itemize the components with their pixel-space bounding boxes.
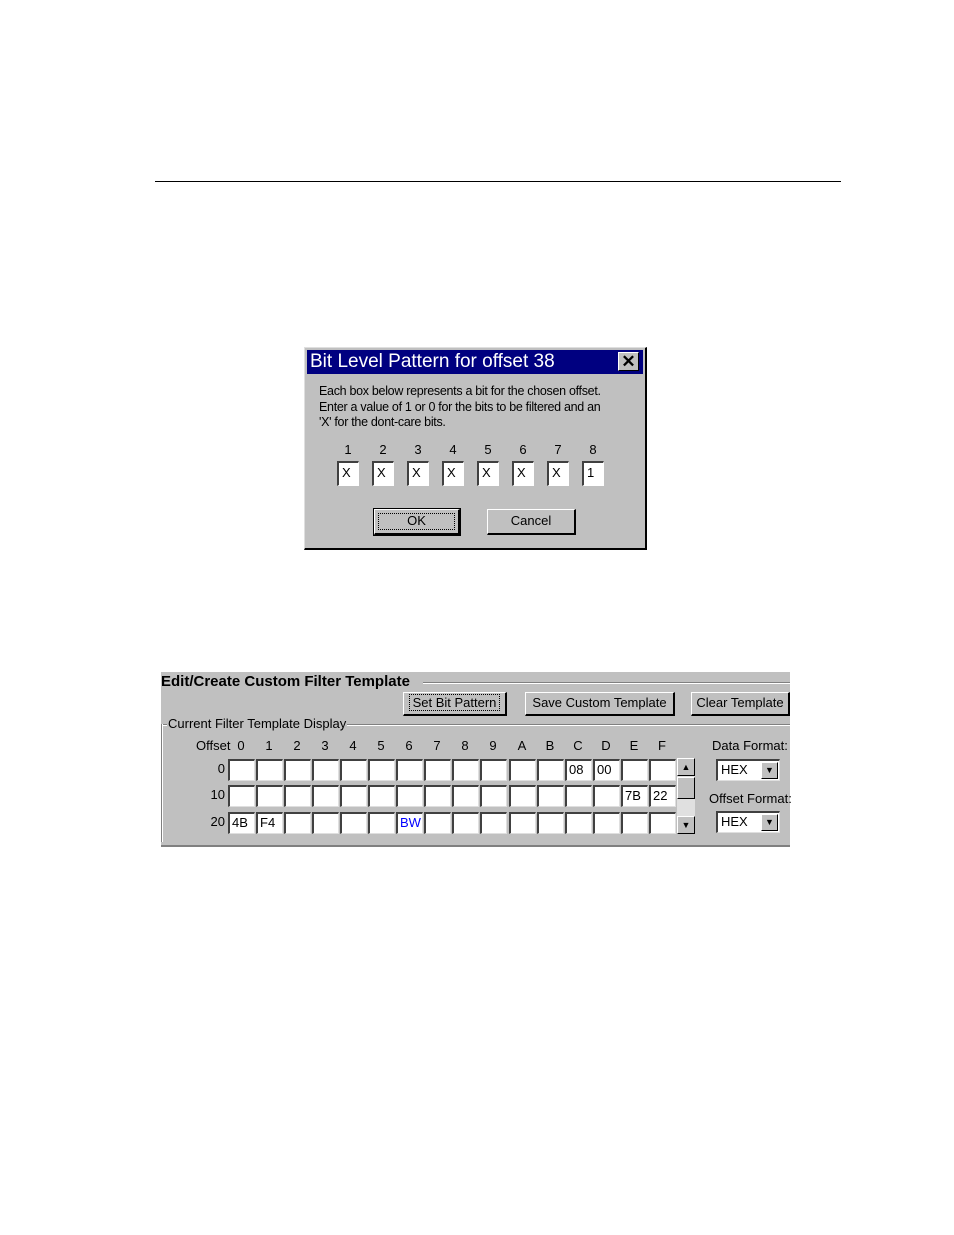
bit-input-8[interactable]: 1 [582,461,604,486]
template-cell[interactable] [509,785,536,807]
template-cell[interactable] [368,759,395,781]
dialog-description [319,384,639,431]
bit-input-4[interactable]: X [442,461,464,486]
bit-input-1[interactable]: X [337,461,359,486]
clear-template-label: Clear Template [696,695,784,710]
template-cell[interactable]: 00 [593,759,620,781]
row-offset-label: 0 [217,761,225,776]
template-cell[interactable] [256,759,283,781]
dialog-titlebar[interactable] [307,350,643,374]
cancel-button-label: Cancel [510,513,552,528]
column-header: 2 [293,738,301,753]
template-cell[interactable] [312,785,339,807]
scroll-down-icon: ▼ [681,820,691,830]
bit-input-2[interactable]: X [372,461,394,486]
template-cell[interactable] [396,785,423,807]
template-cell[interactable] [368,785,395,807]
column-header: F [658,738,666,753]
template-cell[interactable] [424,759,451,781]
template-cell[interactable] [396,759,423,781]
custom-filter-template-panel [161,672,790,847]
bit-number-label: 7 [554,442,562,457]
page-divider [155,181,841,182]
ok-button[interactable] [374,509,460,535]
template-cell[interactable] [480,785,507,807]
column-header: 5 [377,738,385,753]
column-header: E [629,738,639,753]
bit-number-label: 5 [484,442,492,457]
data-format-value: HEX [721,762,748,777]
save-custom-template-label: Save Custom Template [532,695,667,710]
bit-input-6[interactable]: X [512,461,534,486]
template-cell[interactable] [424,785,451,807]
offset-format-value: HEX [721,814,748,829]
description-line: Enter a value of 1 or 0 for the bits to be filtered and an [319,399,601,414]
template-cell[interactable] [424,812,451,834]
template-cell[interactable] [340,759,367,781]
scroll-down-button[interactable] [677,816,695,834]
template-cell[interactable]: 08 [565,759,592,781]
template-cell[interactable] [368,812,395,834]
template-cell[interactable] [649,812,676,834]
description-line: 'X' for the dont-care bits. [319,415,446,429]
template-cell[interactable]: 22 [649,785,676,807]
column-header: 1 [265,738,273,753]
template-cell[interactable] [312,759,339,781]
column-header: 0 [237,738,245,753]
grid-scrollbar[interactable] [677,758,695,834]
template-cell[interactable] [312,812,339,834]
template-cell[interactable]: 4B [228,812,255,834]
template-cell[interactable] [621,759,648,781]
template-cell[interactable] [565,812,592,834]
bit-input-7[interactable]: X [547,461,569,486]
offset-format-select[interactable] [716,811,780,833]
template-cell[interactable]: BW [396,812,423,834]
template-cell[interactable] [509,759,536,781]
template-cell[interactable] [340,785,367,807]
template-cell[interactable] [480,759,507,781]
data-format-dropdown-button[interactable] [761,762,778,779]
data-format-label: Data Format: [712,738,788,753]
template-cell[interactable] [537,759,564,781]
template-cell[interactable] [452,785,479,807]
close-icon: ✕ [621,352,636,371]
bit-level-pattern-dialog [304,347,647,550]
template-cell[interactable] [509,812,536,834]
template-cell[interactable] [228,759,255,781]
template-cell[interactable]: F4 [256,812,283,834]
scroll-up-icon: ▲ [681,762,691,772]
bit-number-label: 4 [449,442,457,457]
template-cell[interactable] [284,759,311,781]
chevron-down-icon: ▼ [765,817,774,827]
scroll-up-button[interactable] [677,758,695,776]
offset-format-label: Offset Format: [709,791,792,806]
template-cell[interactable] [593,812,620,834]
template-cell[interactable] [452,759,479,781]
template-cell[interactable] [537,785,564,807]
column-header: 6 [405,738,413,753]
column-header: A [517,738,527,753]
column-header: 7 [433,738,441,753]
bit-input-3[interactable]: X [407,461,429,486]
save-custom-template-button[interactable] [525,692,675,716]
template-cell[interactable] [480,812,507,834]
clear-template-button[interactable] [691,692,790,716]
bit-number-label: 3 [414,442,422,457]
bit-number-label: 2 [379,442,387,457]
column-header: B [545,738,555,753]
set-bit-pattern-button[interactable] [403,692,507,716]
template-cell[interactable]: 7B [621,785,648,807]
template-cell[interactable] [284,785,311,807]
template-cell[interactable] [452,812,479,834]
group-label: Current Filter Template Display [168,716,347,731]
scroll-thumb[interactable] [677,777,695,799]
bit-number-label: 1 [344,442,352,457]
close-button[interactable] [618,352,639,371]
template-cell[interactable] [228,785,255,807]
description-line: Each box below represents a bit for the chosen offset. [319,384,601,398]
template-cell[interactable] [649,759,676,781]
row-offset-label: 10 [210,787,225,802]
template-cell[interactable] [565,785,592,807]
title-groove [423,682,790,684]
template-cell[interactable] [340,812,367,834]
template-cell[interactable] [593,785,620,807]
bit-number-label: 8 [589,442,597,457]
column-header: 9 [489,738,497,753]
group-groove-left [161,724,163,842]
bit-number-label: 6 [519,442,527,457]
row-offset-label: 20 [210,814,225,829]
cancel-button[interactable] [487,509,576,535]
column-header: 4 [349,738,357,753]
chevron-down-icon: ▼ [765,765,774,775]
offset-format-dropdown-button[interactable] [761,814,778,831]
bit-input-5[interactable]: X [477,461,499,486]
template-cell[interactable] [256,785,283,807]
column-header: D [601,738,611,753]
panel-title: Edit/Create Custom Filter Template [161,673,410,690]
column-header: C [573,738,583,753]
column-header: 3 [321,738,329,753]
template-cell[interactable] [621,812,648,834]
template-cell[interactable] [284,812,311,834]
data-format-select[interactable] [716,759,780,781]
offset-header: Offset [196,738,231,753]
template-cell[interactable] [537,812,564,834]
ok-button-label: OK [407,513,426,528]
dialog-title: Bit Level Pattern for offset 38 [310,351,555,372]
set-bit-pattern-label: Set Bit Pattern [409,694,501,711]
column-header: 8 [461,738,469,753]
